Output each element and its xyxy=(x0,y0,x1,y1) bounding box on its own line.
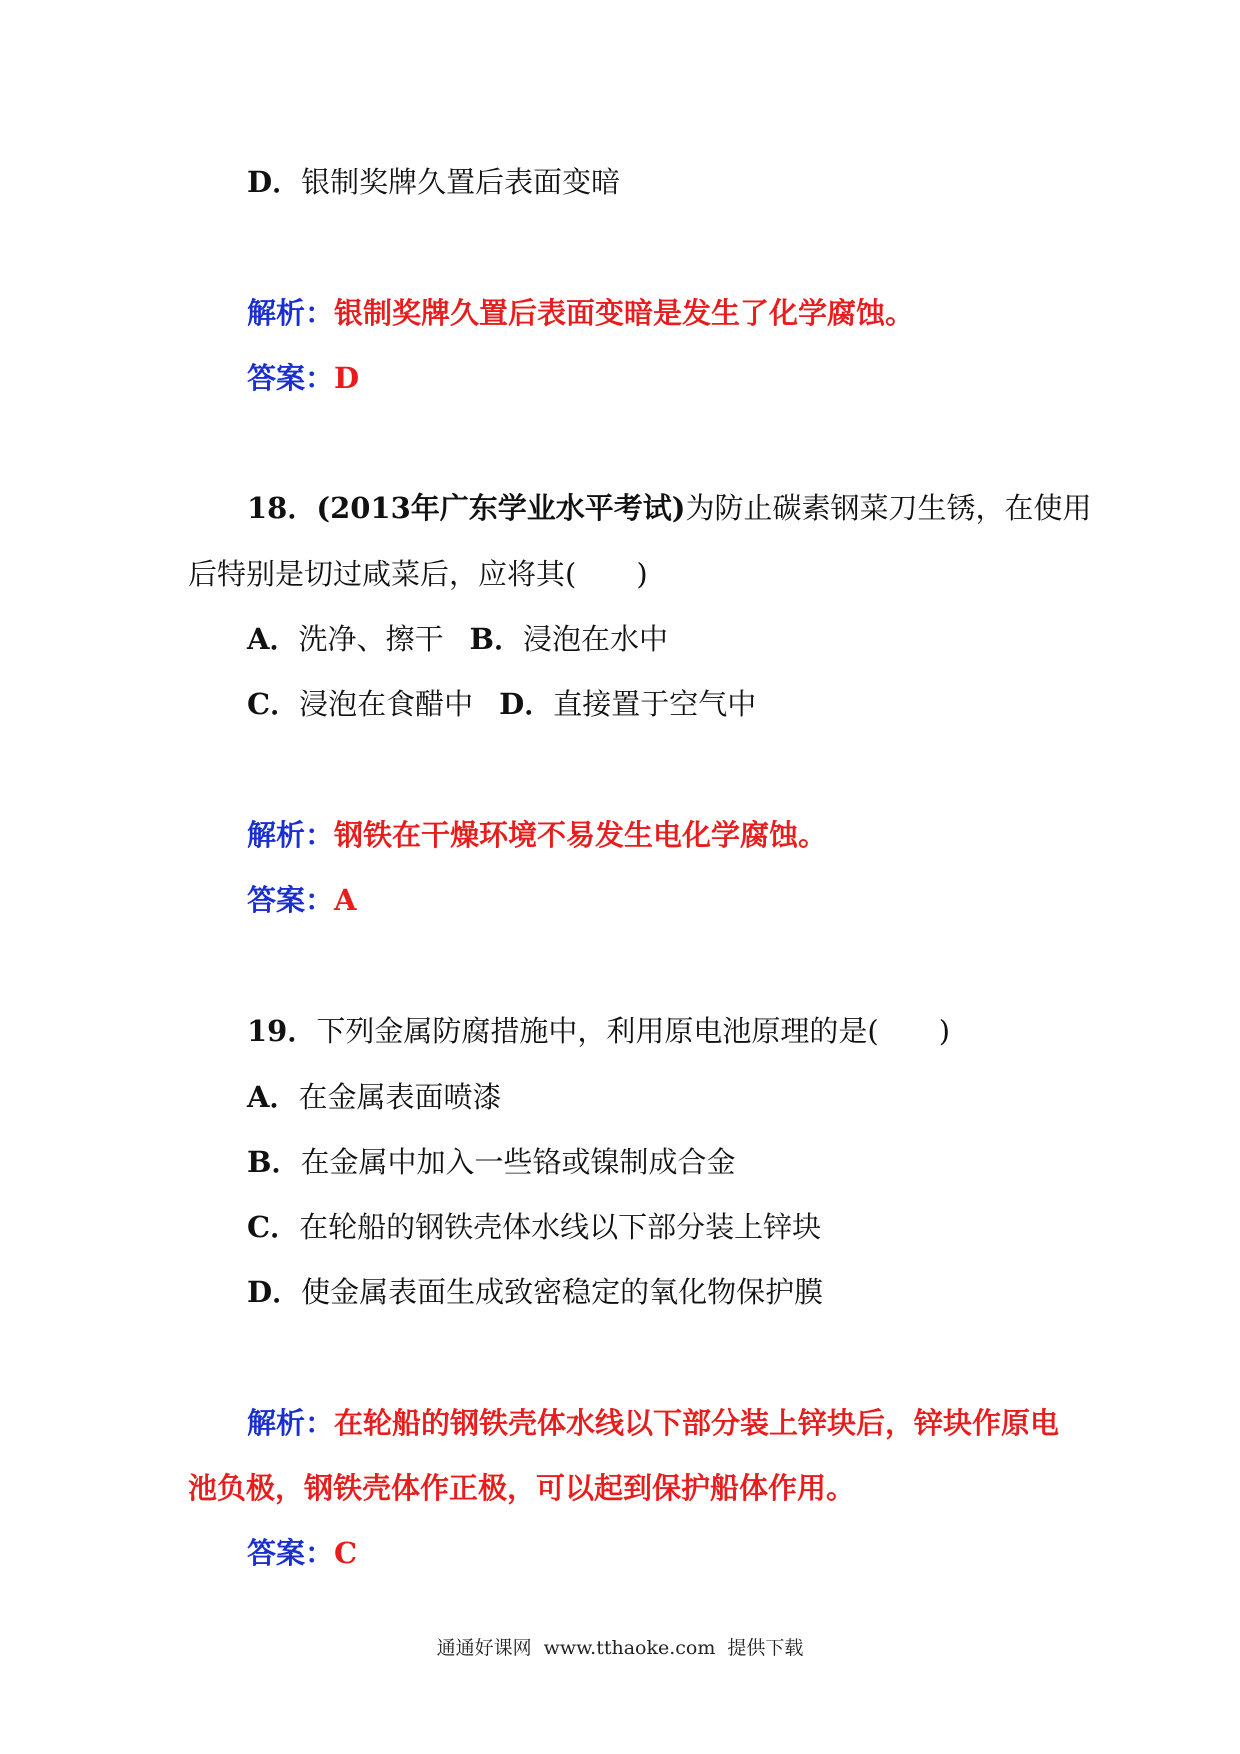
option-text: 洗净、擦干 xyxy=(298,622,444,656)
q19-option-a xyxy=(247,1077,502,1117)
option-letter: D． xyxy=(247,1275,302,1309)
q19-option-c xyxy=(247,1207,821,1247)
analysis-text: 银制奖牌久置后表面变暗是发生了化学腐蚀。 xyxy=(334,296,915,330)
question-stem: 下列金属防腐措施中，利用原电池原理的是( xyxy=(316,1014,879,1048)
analysis-label: 解析： xyxy=(247,818,335,852)
paren-close: ) xyxy=(636,557,648,591)
option-text: 在金属中加入一些铬或镍制成合金 xyxy=(300,1145,736,1179)
q18-options-cd xyxy=(247,684,756,724)
option-letter: D． xyxy=(247,165,302,199)
analysis-text-cont: 池负极，钢铁壳体作正极，可以起到保护船体作用。 xyxy=(188,1471,856,1505)
analysis-text: 在轮船的钢铁壳体水线以下部分装上锌块后，锌块作原电 xyxy=(334,1406,1060,1440)
analysis-label: 解析： xyxy=(247,296,335,330)
option-letter: A． xyxy=(247,622,299,656)
option-letter: C． xyxy=(247,687,300,721)
option-letter: B． xyxy=(247,1145,301,1179)
answer-value: C xyxy=(334,1536,358,1570)
option-letter: C． xyxy=(247,1210,300,1244)
option-text: 浸泡在水中 xyxy=(523,622,669,656)
answer-value: D xyxy=(334,361,360,395)
question-number: 19． xyxy=(247,1014,317,1048)
question-stem: 为防止碳素钢菜刀生锈，在使用 xyxy=(685,491,1092,525)
option-letter: B． xyxy=(469,622,524,656)
page-footer xyxy=(0,1634,1240,1662)
q18-stem-line1 xyxy=(247,488,1092,528)
prev-answer xyxy=(247,358,359,398)
analysis-text: 钢铁在干燥环境不易发生电化学腐蚀。 xyxy=(334,818,828,852)
q19-answer xyxy=(247,1533,357,1573)
question-stem-cont: 后特别是切过咸菜后，应将其( xyxy=(188,557,577,591)
answer-label: 答案： xyxy=(247,361,335,395)
answer-value: A xyxy=(334,883,357,917)
q19-analysis-line2 xyxy=(188,1468,855,1508)
answer-label: 答案： xyxy=(247,1536,335,1570)
option-text: 直接置于空气中 xyxy=(553,687,757,721)
option-letter: D． xyxy=(499,687,554,721)
q18-options-ab xyxy=(247,619,668,659)
question-number: 18． xyxy=(247,491,317,525)
prev-analysis xyxy=(247,293,914,333)
option-letter: A． xyxy=(247,1080,299,1114)
option-text: 在金属表面喷漆 xyxy=(298,1080,502,1114)
paren-close: ) xyxy=(938,1014,951,1048)
footer-site-name: 通通好课网 xyxy=(436,1637,532,1659)
q19-analysis-line1 xyxy=(247,1403,1059,1443)
q19-option-b xyxy=(247,1142,736,1182)
footer-tail: 提供下载 xyxy=(727,1637,804,1659)
q18-stem-line2 xyxy=(188,554,648,594)
answer-label: 答案： xyxy=(247,883,335,917)
question-source: (2013年广东学业水平考试) xyxy=(316,491,686,525)
q19-stem xyxy=(247,1011,950,1051)
q18-answer xyxy=(247,880,357,920)
analysis-label: 解析： xyxy=(247,1406,335,1440)
option-text: 在轮船的钢铁壳体水线以下部分装上锌块 xyxy=(299,1210,822,1244)
q18-analysis xyxy=(247,815,827,855)
option-text: 银制奖牌久置后表面变暗 xyxy=(301,165,621,199)
option-text: 使金属表面生成致密稳定的氧化物保护膜 xyxy=(301,1275,824,1309)
footer-url[interactable]: www.tthaoke.com xyxy=(543,1637,716,1659)
q19-option-d xyxy=(247,1272,823,1312)
prev-option-d xyxy=(247,162,620,202)
option-text: 浸泡在食醋中 xyxy=(299,687,474,721)
